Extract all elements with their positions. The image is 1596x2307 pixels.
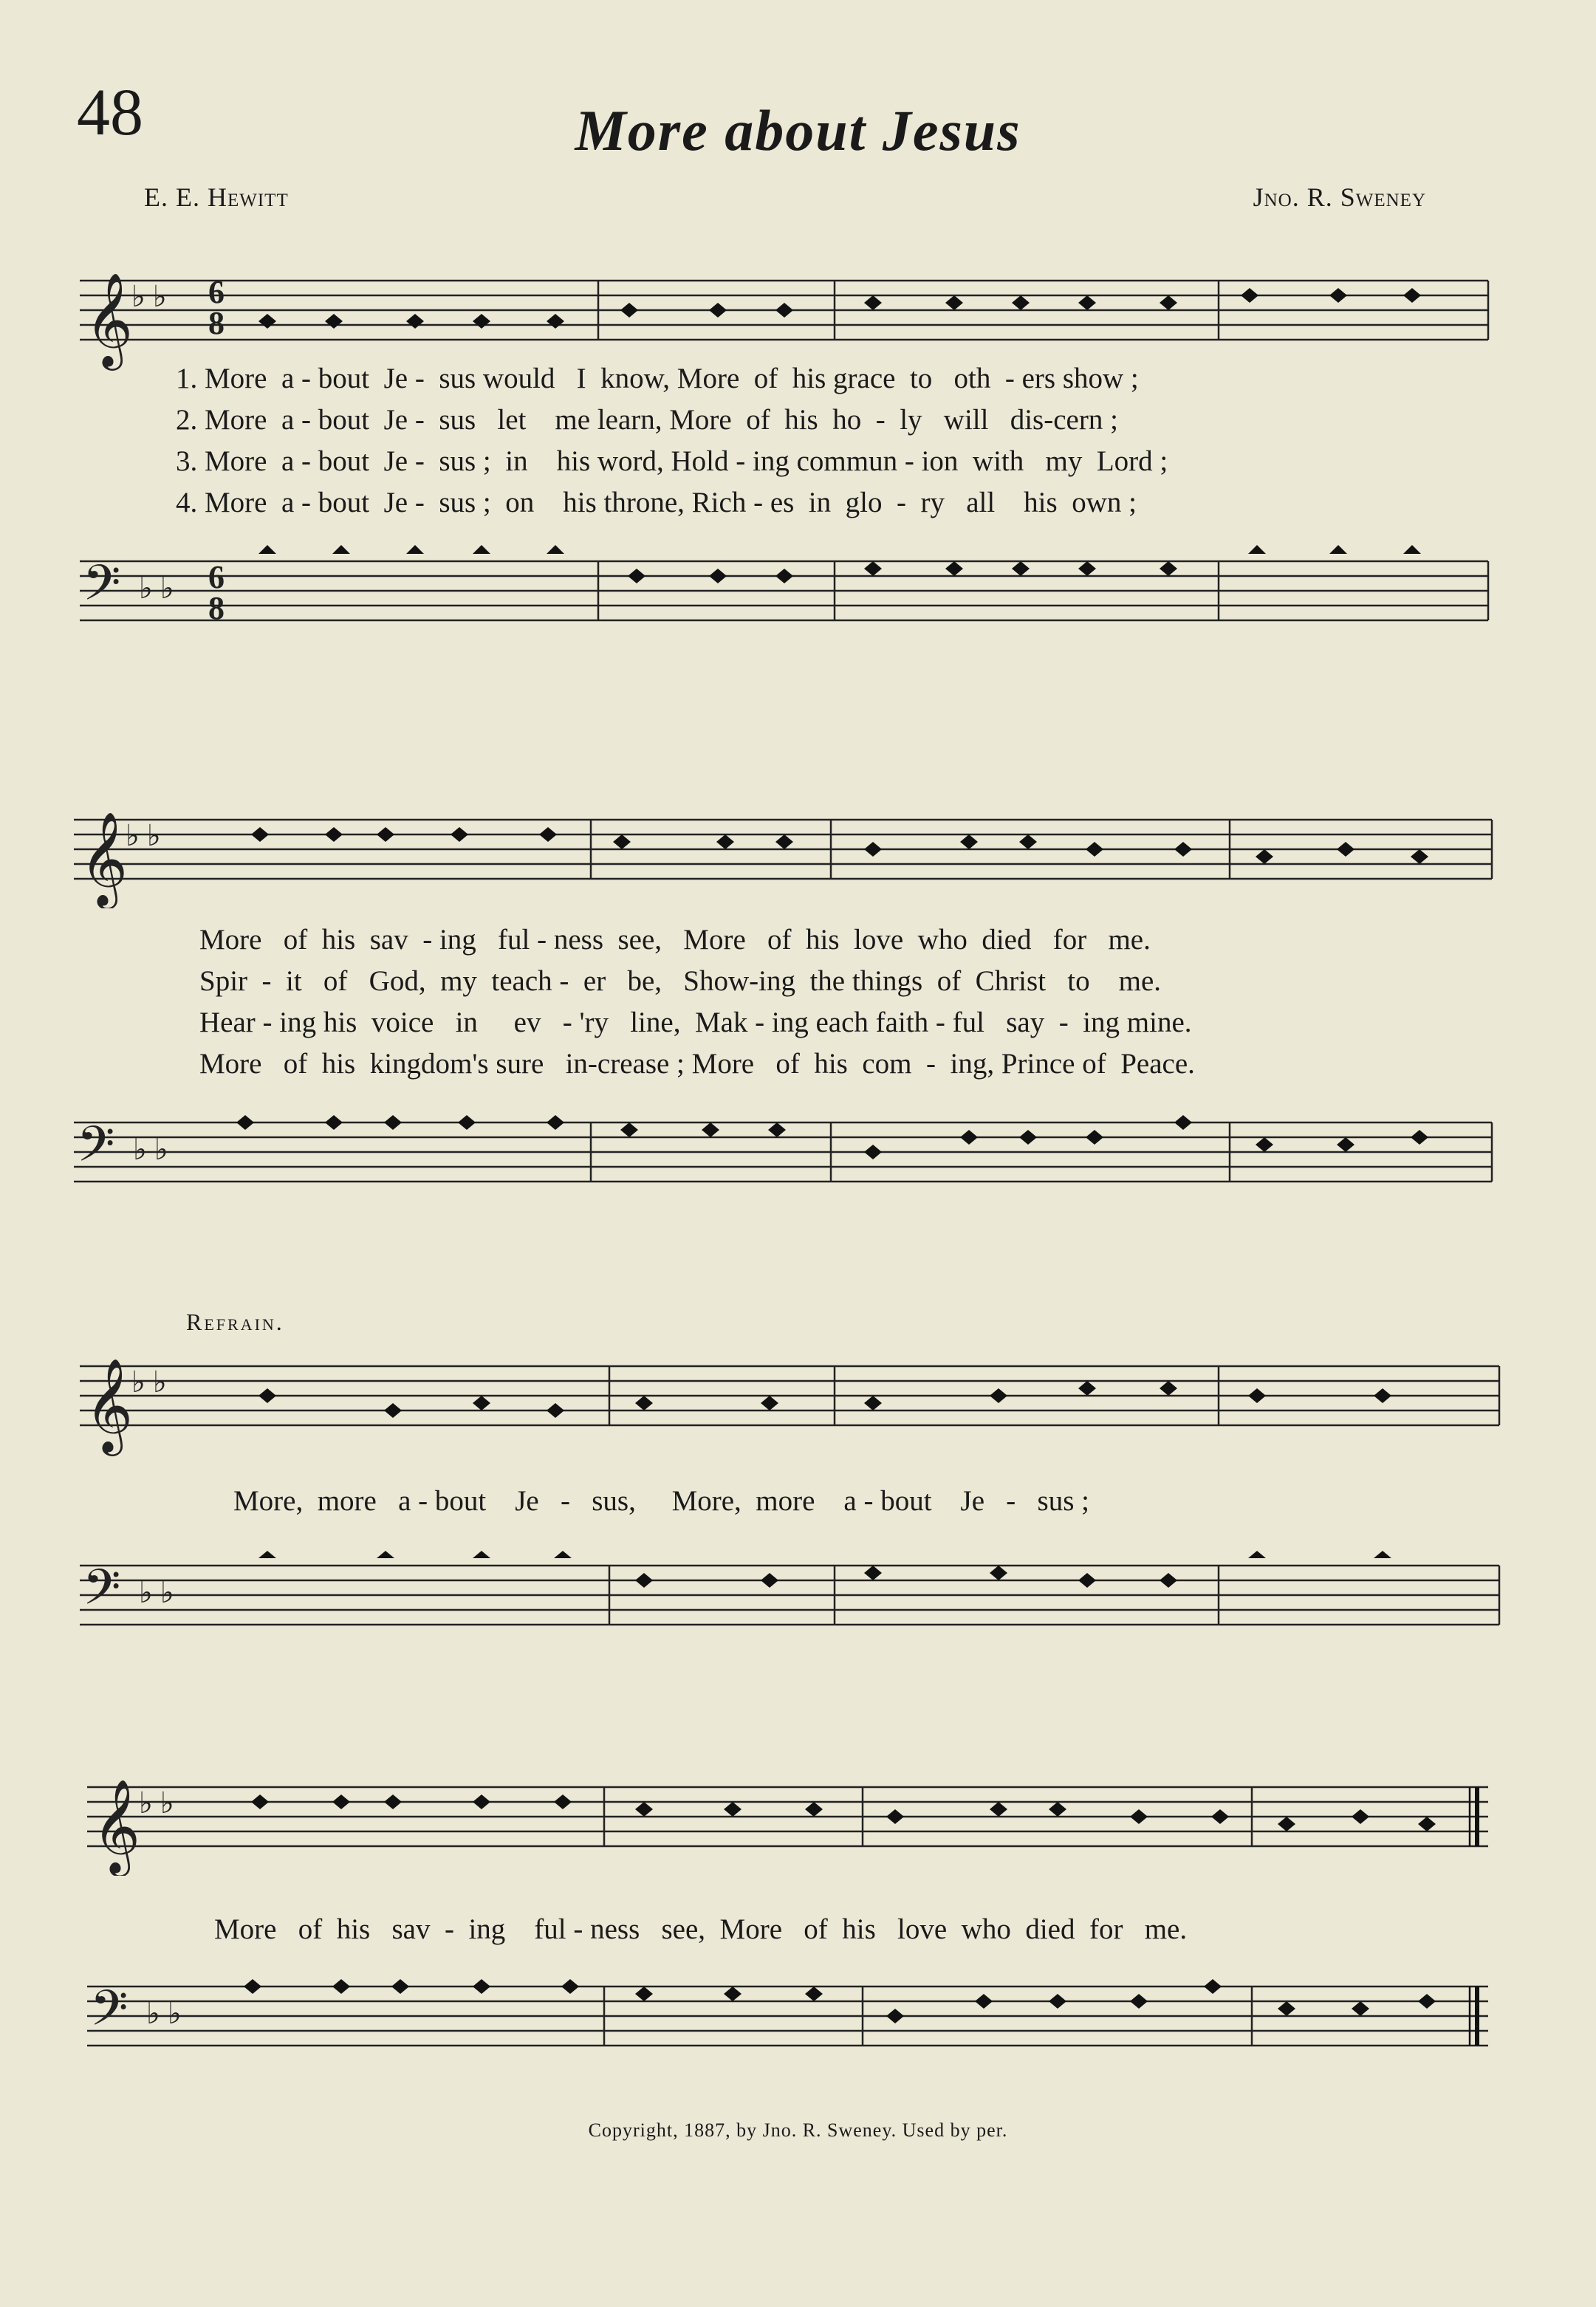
svg-text:♭ ♭: ♭ ♭ [133, 1133, 168, 1166]
svg-text:♭ ♭: ♭ ♭ [139, 1576, 174, 1609]
bass-staff [0, 1551, 1596, 1698]
svg-text:𝄞: 𝄞 [80, 811, 129, 905]
bass-staff [0, 1108, 1596, 1255]
verse-line: More of his kingdom's sure in-crease ; More of his com - ing, Prince of Peace. [199, 1048, 1195, 1080]
music-system-3 [0, 1322, 1596, 1706]
verse-line: Spir - it of God, my teach - er be, Show-ing the things of Christ to me. [199, 965, 1162, 997]
page-number: 48 [77, 76, 143, 149]
svg-text:𝄢: 𝄢 [77, 1116, 115, 1185]
svg-text:6: 6 [208, 274, 225, 310]
svg-text:𝄞: 𝄞 [92, 1778, 141, 1873]
hymn-title: More about Jesus [575, 98, 1021, 162]
svg-text:♭ ♭: ♭ ♭ [146, 1997, 182, 2030]
verse-line: More, more a - bout Je - sus, More, more a - bout Je - sus ; [233, 1485, 1089, 1517]
treble-staff [0, 790, 1596, 908]
verse-line: More of his sav - ing ful - ness see, More of his love who died for me. [214, 1913, 1188, 1945]
treble-staff [0, 1758, 1596, 1876]
svg-text:𝄢: 𝄢 [90, 1980, 129, 2049]
svg-text:𝄢: 𝄢 [83, 1559, 121, 1628]
treble-staff [0, 1329, 1596, 1462]
copyright-notice: Copyright, 1887, by Jno. R. Sweney. Used by per. [588, 2119, 1008, 2141]
lyricist-credit: E. E. Hewitt [144, 182, 289, 212]
svg-text:♭ ♭: ♭ ♭ [126, 819, 161, 852]
music-system-1 [0, 222, 1596, 709]
svg-text:𝄞: 𝄞 [85, 1357, 134, 1452]
svg-text:8: 8 [208, 305, 225, 341]
verse-line: 4. More a - bout Je - sus ; on his throne, Rich - es in glo - ry all his own ; [176, 487, 1137, 518]
svg-text:𝄢: 𝄢 [83, 555, 121, 623]
svg-text:♭ ♭: ♭ ♭ [139, 572, 174, 605]
svg-text:𝄞: 𝄞 [85, 272, 134, 366]
svg-text:8: 8 [208, 590, 225, 626]
svg-text:♭ ♭: ♭ ♭ [139, 1786, 174, 1820]
svg-text:6: 6 [208, 559, 225, 595]
composer-credit: Jno. R. Sweney [1253, 182, 1426, 212]
music-system-2 [0, 768, 1596, 1226]
svg-text:♭ ♭: ♭ ♭ [131, 1365, 167, 1399]
svg-text:♭ ♭: ♭ ♭ [131, 280, 167, 313]
bass-staff [0, 532, 1596, 679]
bass-staff [0, 1972, 1596, 2105]
verse-line: 3. More a - bout Je - sus ; in his word, Hold - ing commun - ion with my Lord ; [176, 445, 1168, 477]
verse-line: 1. More a - bout Je - sus would I know, More of his grace to oth - ers show ; [176, 363, 1139, 394]
music-system-4 [0, 1758, 1596, 2105]
verse-line: More of his sav - ing ful - ness see, More of his love who died for me. [199, 924, 1151, 956]
refrain-label: Refrain. [186, 1309, 284, 1335]
verse-line: 2. More a - bout Je - sus let me learn, More of his ho - ly will dis-cern ; [176, 404, 1118, 436]
verse-line: Hear - ing his voice in ev - 'ry line, Mak - ing each faith - ful say - ing mine. [199, 1007, 1192, 1038]
